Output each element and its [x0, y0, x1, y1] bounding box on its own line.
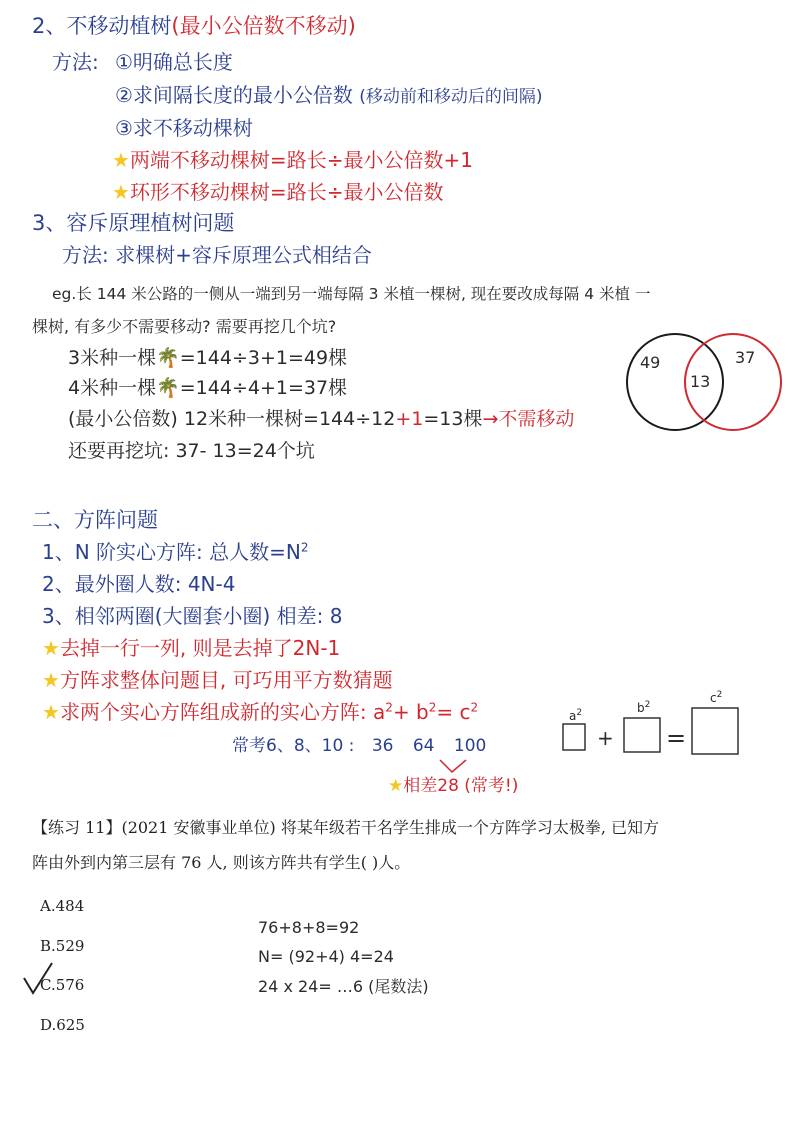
- square-c: [692, 708, 738, 754]
- tip-3-exp-b: 2: [428, 700, 437, 715]
- star-icon: ★: [42, 636, 60, 660]
- calc-3d: →不需移动: [482, 408, 575, 430]
- tip-2-text: 方阵求整体问题目, 可巧用平方数猜题: [59, 668, 393, 692]
- option-d: D.625: [40, 1016, 85, 1034]
- tip-3-exp-a: 2: [385, 700, 393, 715]
- section2-title-paren: (最小公倍数不移动): [171, 14, 356, 38]
- common-36: 36: [371, 736, 394, 756]
- work-line-2: N= (92+4) 4=24: [258, 947, 394, 966]
- common-label: 常考6、8、10 :: [232, 736, 355, 756]
- star-icon: ★: [42, 668, 60, 692]
- calc-2a: 4米种一棵: [68, 377, 157, 399]
- option-b: B.529: [40, 937, 85, 955]
- square-a: [563, 724, 585, 750]
- partB-item-2: 2、最外圈人数: 4N-4: [42, 572, 236, 596]
- work-line-1: 76+8+8=92: [258, 918, 360, 937]
- star-icon: ★: [112, 180, 130, 204]
- method-label: 方法:: [52, 50, 99, 74]
- tip-3-c: = c: [436, 700, 471, 724]
- option-a: A.484: [40, 897, 85, 915]
- partB-title: 二、方阵问题: [32, 508, 158, 532]
- section3-method: 方法: 求棵树+容斥原理公式相结合: [62, 243, 372, 267]
- square-b-letter: b: [637, 701, 645, 715]
- exercise-line-2: 阵由外到内第三层有 76 人, 则该方阵共有学生( )人。: [32, 853, 411, 872]
- square-equals: =: [666, 724, 687, 752]
- tip-3: [42, 700, 478, 724]
- diff-note: [388, 776, 518, 796]
- work-line-3: 24 x 24= …6 (尾数法): [258, 977, 429, 996]
- calc-3c: =13棵: [423, 408, 483, 430]
- formula-1-text: 两端不移动棵树=路长÷最小公倍数+1: [129, 148, 473, 172]
- common-squares: [232, 736, 486, 756]
- calc-2b: =144÷4+1=37棵: [179, 377, 348, 399]
- diff-connector-icon: [440, 760, 466, 772]
- step-2-text: ②求间隔长度的最小公倍数: [115, 83, 353, 107]
- square-a-letter: a: [569, 709, 577, 723]
- calc-1a: 3米种一棵: [68, 347, 157, 369]
- partB-item-3: 3、相邻两圈(大圈套小圈) 相差: 8: [42, 604, 343, 628]
- tip-2: [42, 668, 393, 692]
- square-b-exp: 2: [644, 700, 651, 710]
- palm-icon: 🌴: [156, 347, 180, 369]
- tip-3-text: 求两个实心方阵组成新的实心方阵: a: [59, 700, 386, 724]
- section2-title-prefix: 2、不移动植树: [32, 14, 172, 38]
- partB-item-1-exp: 2: [300, 540, 309, 555]
- partB-item-1: [42, 540, 309, 564]
- example-line-2: 棵树, 有多少不需要移动? 需要再挖几个坑?: [32, 317, 337, 336]
- square-c-letter: c: [710, 691, 717, 705]
- calc-3a: (最小公倍数) 12米种一棵树=144÷12: [68, 408, 396, 430]
- calc-3b: +1: [395, 408, 424, 430]
- step-3: ③求不移动棵树: [115, 116, 253, 140]
- star-icon: ★: [388, 776, 404, 796]
- square-b-label: [637, 700, 650, 715]
- square-c-exp: 2: [716, 690, 723, 700]
- tip-1-text: 去掉一行一列, 则是去掉了2N-1: [59, 636, 341, 660]
- venn-middle-value: 13: [690, 372, 711, 391]
- star-icon: ★: [42, 700, 60, 724]
- star-icon: ★: [112, 148, 130, 172]
- tip-1: [42, 636, 340, 660]
- example-line-1: eg.长 144 米公路的一侧从一端到另一端每隔 3 米植一棵树, 现在要改成每隔 4 米植 一: [52, 285, 651, 303]
- square-c-label: [710, 690, 722, 705]
- calc-1b: =144÷3+1=49棵: [179, 347, 348, 369]
- step-1: ①明确总长度: [115, 50, 233, 74]
- partB-item-1-text: 1、N 阶实心方阵: 总人数=N: [42, 540, 301, 564]
- formula-2-text: 环形不移动棵树=路长÷最小公倍数: [129, 180, 444, 204]
- diff-text: 相差28 (常考!): [403, 776, 519, 796]
- square-a-label: [569, 708, 582, 723]
- exercise-line-1: 【练习 11】(2021 安徽事业单位) 将某年级若干名学生排成一个方阵学习太极拳, 已知方: [32, 818, 659, 837]
- square-a-exp: 2: [576, 708, 583, 718]
- tip-3-exp-c: 2: [470, 700, 479, 715]
- palm-icon: 🌴: [156, 377, 180, 399]
- section3-title: 3、容斥原理植树问题: [32, 211, 235, 235]
- tip-3-b: + b: [392, 700, 429, 724]
- common-64: 64: [412, 736, 435, 756]
- square-plus: +: [597, 726, 614, 750]
- venn-right-value: 37: [735, 348, 756, 367]
- venn-left-value: 49: [640, 353, 661, 372]
- option-c: C.576: [40, 976, 85, 994]
- square-b: [624, 718, 660, 752]
- common-100: 100: [453, 736, 487, 756]
- step-2-note: (移动前和移动后的间隔): [359, 87, 543, 107]
- calc-line-4: 还要再挖坑: 37- 13=24个坑: [68, 440, 315, 462]
